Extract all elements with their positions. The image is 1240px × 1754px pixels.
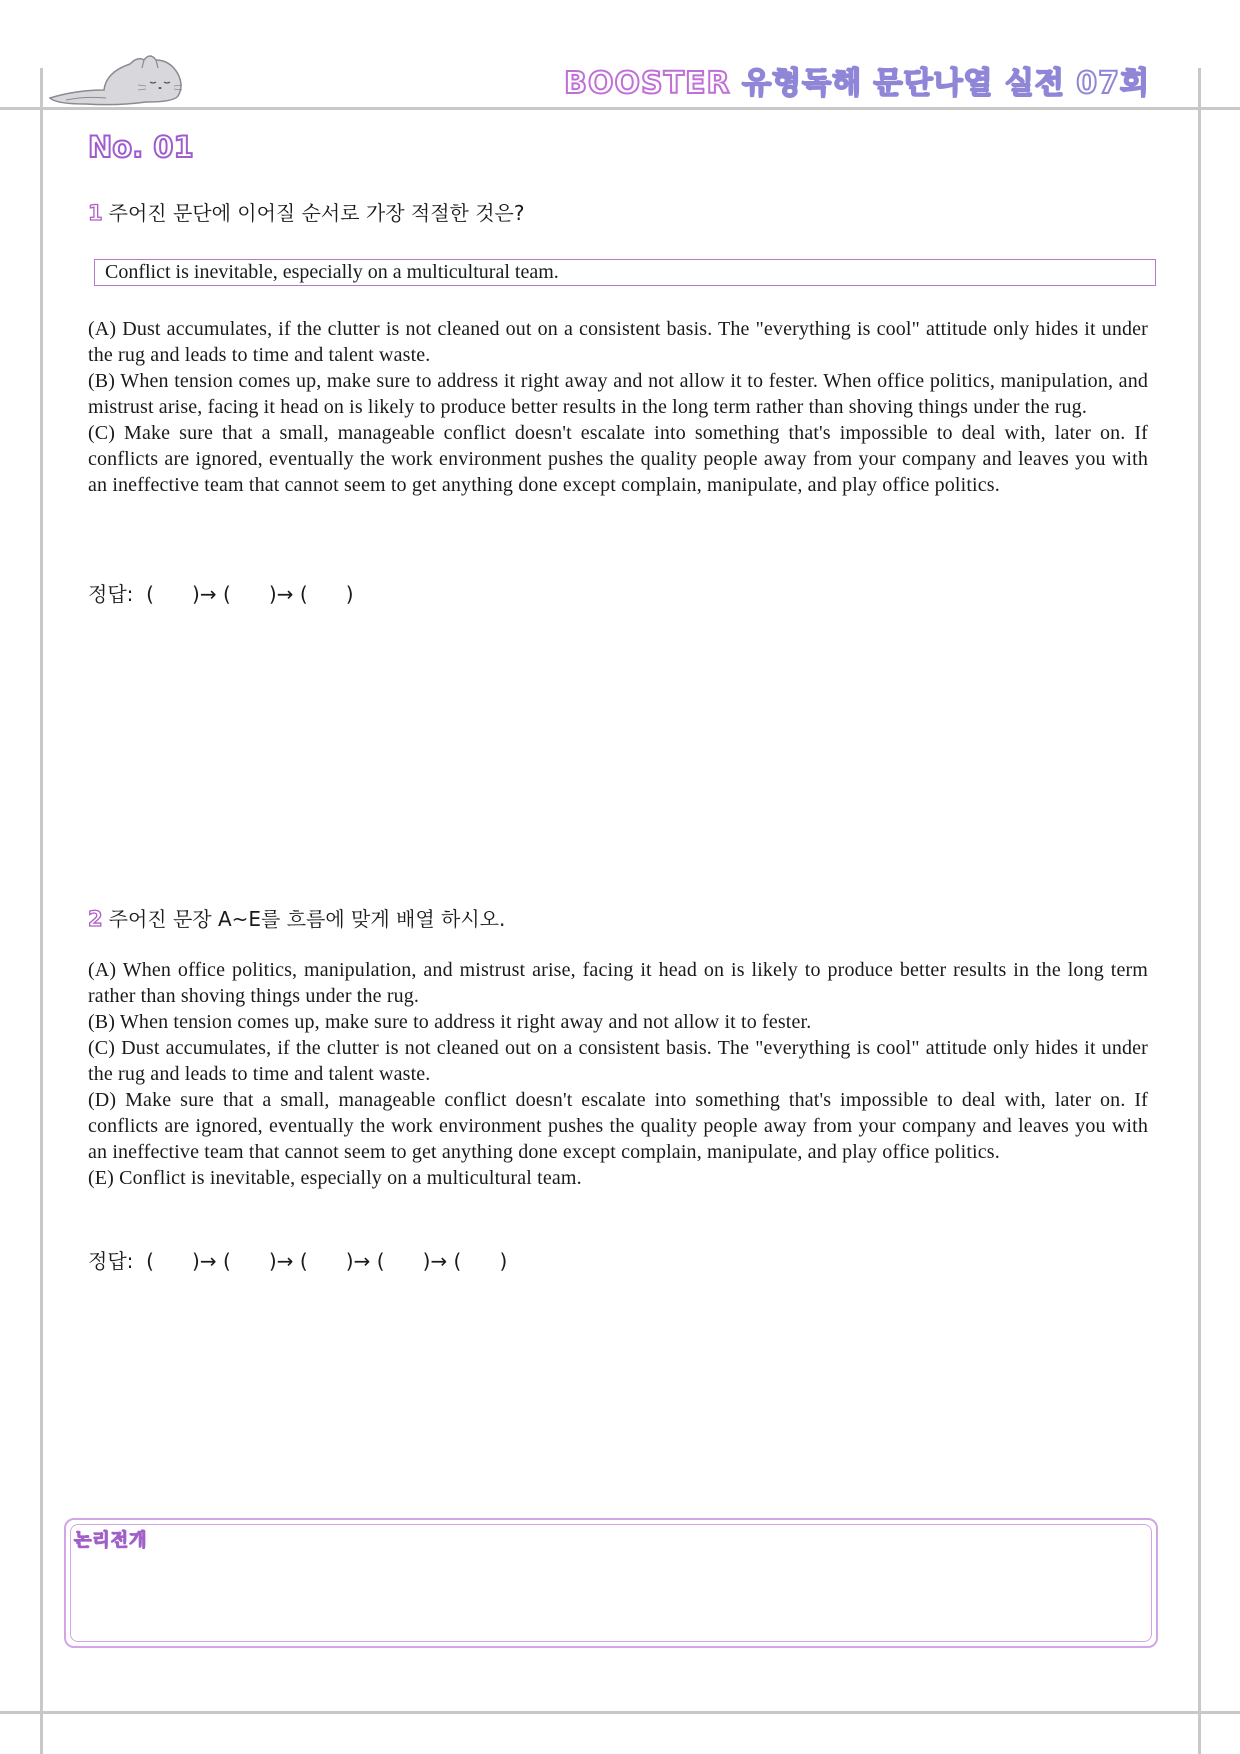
right-margin-rule: [1198, 68, 1201, 1754]
q1-option-b: (B) When tension comes up, make sure to address it right away and not allow it to fester. When office politics, manipulation, and mistrust arise, facing it head on is likely to produce better results in the long term rather than shoving things under the rug.: [88, 370, 1148, 418]
sleeping-cat-icon: [46, 50, 186, 110]
header-rule: [0, 107, 1240, 110]
logic-notes-inner-border: [70, 1524, 1152, 1642]
header-title: [564, 58, 1150, 102]
q2-option-e: (E) Conflict is inevitable, especially on a multicultural team.: [88, 1167, 582, 1189]
header-title-subtitle: 유형독해 문단나열 실전 07회: [742, 66, 1150, 101]
question-2-heading: [88, 903, 505, 932]
question-1-options: [88, 316, 1148, 498]
left-margin-rule: [40, 68, 43, 1754]
question-2-answer-line: 정답: ( )→ ( )→ ( )→ ( )→ ( ): [88, 1249, 508, 1273]
given-sentence-box: Conflict is inevitable, especially on a multicultural team.: [94, 259, 1156, 286]
q2-option-a: (A) When office politics, manipulation, and mistrust arise, facing it head on is likely to produce better results in the long term rather than shoving things under the rug.: [88, 959, 1148, 1007]
question-1-heading: [88, 197, 524, 226]
q2-option-d: (D) Make sure that a small, manageable conflict doesn't escalate into something that's impossible to deal with, later on. If conflicts are ignored, eventually the work environment pushes the quality people away from your company and leaves you with an ineffective team that cannot seem to get anything done except complain, manipulate, and play office politics.: [88, 1089, 1148, 1163]
question-1-number: 1: [88, 201, 103, 225]
question-1-instruction: 주어진 문단에 이어질 순서로 가장 적절한 것은?: [108, 201, 525, 225]
header-title-brand: BOOSTER: [564, 66, 731, 101]
question-2-number: 2: [88, 907, 103, 931]
q2-option-b: (B) When tension comes up, make sure to address it right away and not allow it to fester.: [88, 1011, 812, 1033]
question-2-instruction: 주어진 문장 A~E를 흐름에 맞게 배열 하시오.: [108, 907, 506, 931]
question-2-options: [88, 957, 1148, 1191]
q1-option-a: (A) Dust accumulates, if the clutter is not cleaned out on a consistent basis. The "everything is cool" attitude only hides it under the rug and leads to time and talent waste.: [88, 318, 1148, 366]
logic-notes-label: 논리전개: [74, 1530, 148, 1551]
footer-rule: [0, 1711, 1240, 1714]
q1-option-c: (C) Make sure that a small, manageable conflict doesn't escalate into something that's impossible to deal with, later on. If conflicts are ignored, eventually the work environment pushes the quality people away from your company and leaves you with an ineffective team that cannot seem to get anything done except complain, manipulate, and play office politics.: [88, 422, 1148, 496]
page-number: No. 01: [88, 130, 194, 164]
logic-notes-box[interactable]: [64, 1518, 1158, 1648]
q2-option-c: (C) Dust accumulates, if the clutter is not cleaned out on a consistent basis. The "everything is cool" attitude only hides it under the rug and leads to time and talent waste.: [88, 1037, 1148, 1085]
question-1-answer-line: 정답: ( )→ ( )→ ( ): [88, 582, 354, 606]
